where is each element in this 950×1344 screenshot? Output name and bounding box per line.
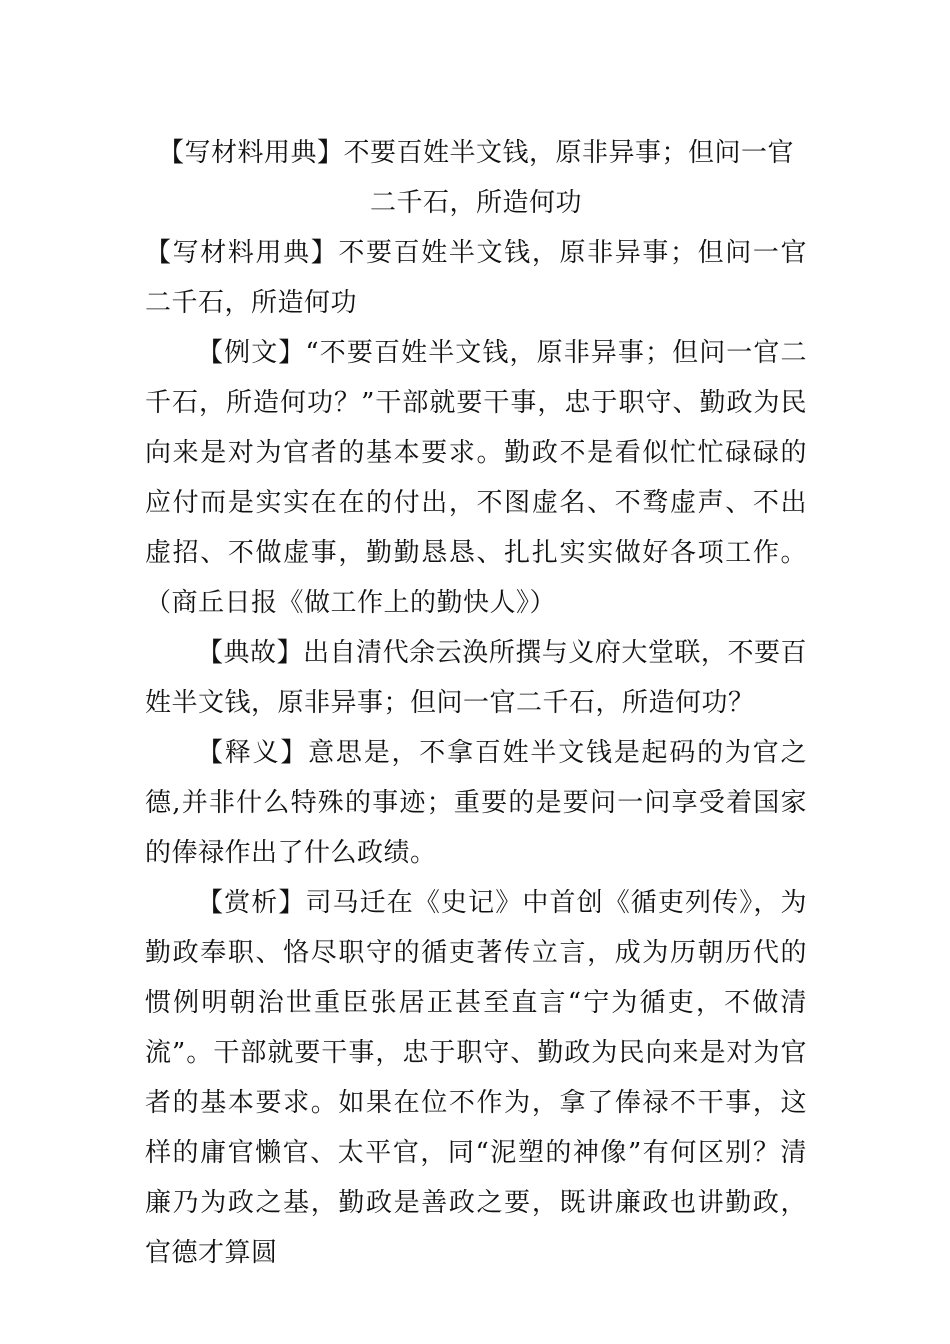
paragraph-appreciation: 【赏析】司马迁在《史记》中首创《循吏列传》，为勤政奉职、恪尽职守的循吏著传立言，成为历朝历代的惯例明朝治世重臣张居正甚至直言“宁为循吏，不做清流”。干部就要干事，忠于职守、勤政为民向来是对为官者的基本要求。如果在位不作为，拿了俸禄不干事，这样的庸官懒官、太平官，同“泥塑的神像”有何区别？清廉乃为政之基，勤政是善政之要，既讲廉政也讲勤政，官德才算圆 [145, 888, 807, 1268]
document-title: 【写材料用典】不要百姓半文钱，原非异事；但问一官二千石，所造何功 [157, 138, 794, 218]
document-body [145, 128, 807, 1278]
paragraph-allusion: 【典故】出自清代余云涣所撰与义府大堂联，不要百姓半文钱，原非异事；但问一官二千石，所造何功？ [145, 638, 807, 718]
paragraph-example: 【例文】“不要百姓半文钱，原非异事；但问一官二千石，所造何功？”干部就要干事，忠于职守、勤政为民向来是对为官者的基本要求。勤政不是看似忙忙碌碌的应付而是实实在在的付出，不图虚名、不骛虚声、不出虚招、不做虚事，勤勤恳恳、扎扎实实做好各项工作。（商丘日报《做工作上的勤快人》） [145, 338, 807, 618]
paragraph-meaning: 【释义】意思是，不拿百姓半文钱是起码的为官之德,并非什么特殊的事迹；重要的是要问一问享受着国家的俸禄作出了什么政绩。 [145, 738, 807, 868]
document-subtitle: 【写材料用典】不要百姓半文钱，原非异事；但问一官二千石，所造何功 [145, 238, 807, 318]
